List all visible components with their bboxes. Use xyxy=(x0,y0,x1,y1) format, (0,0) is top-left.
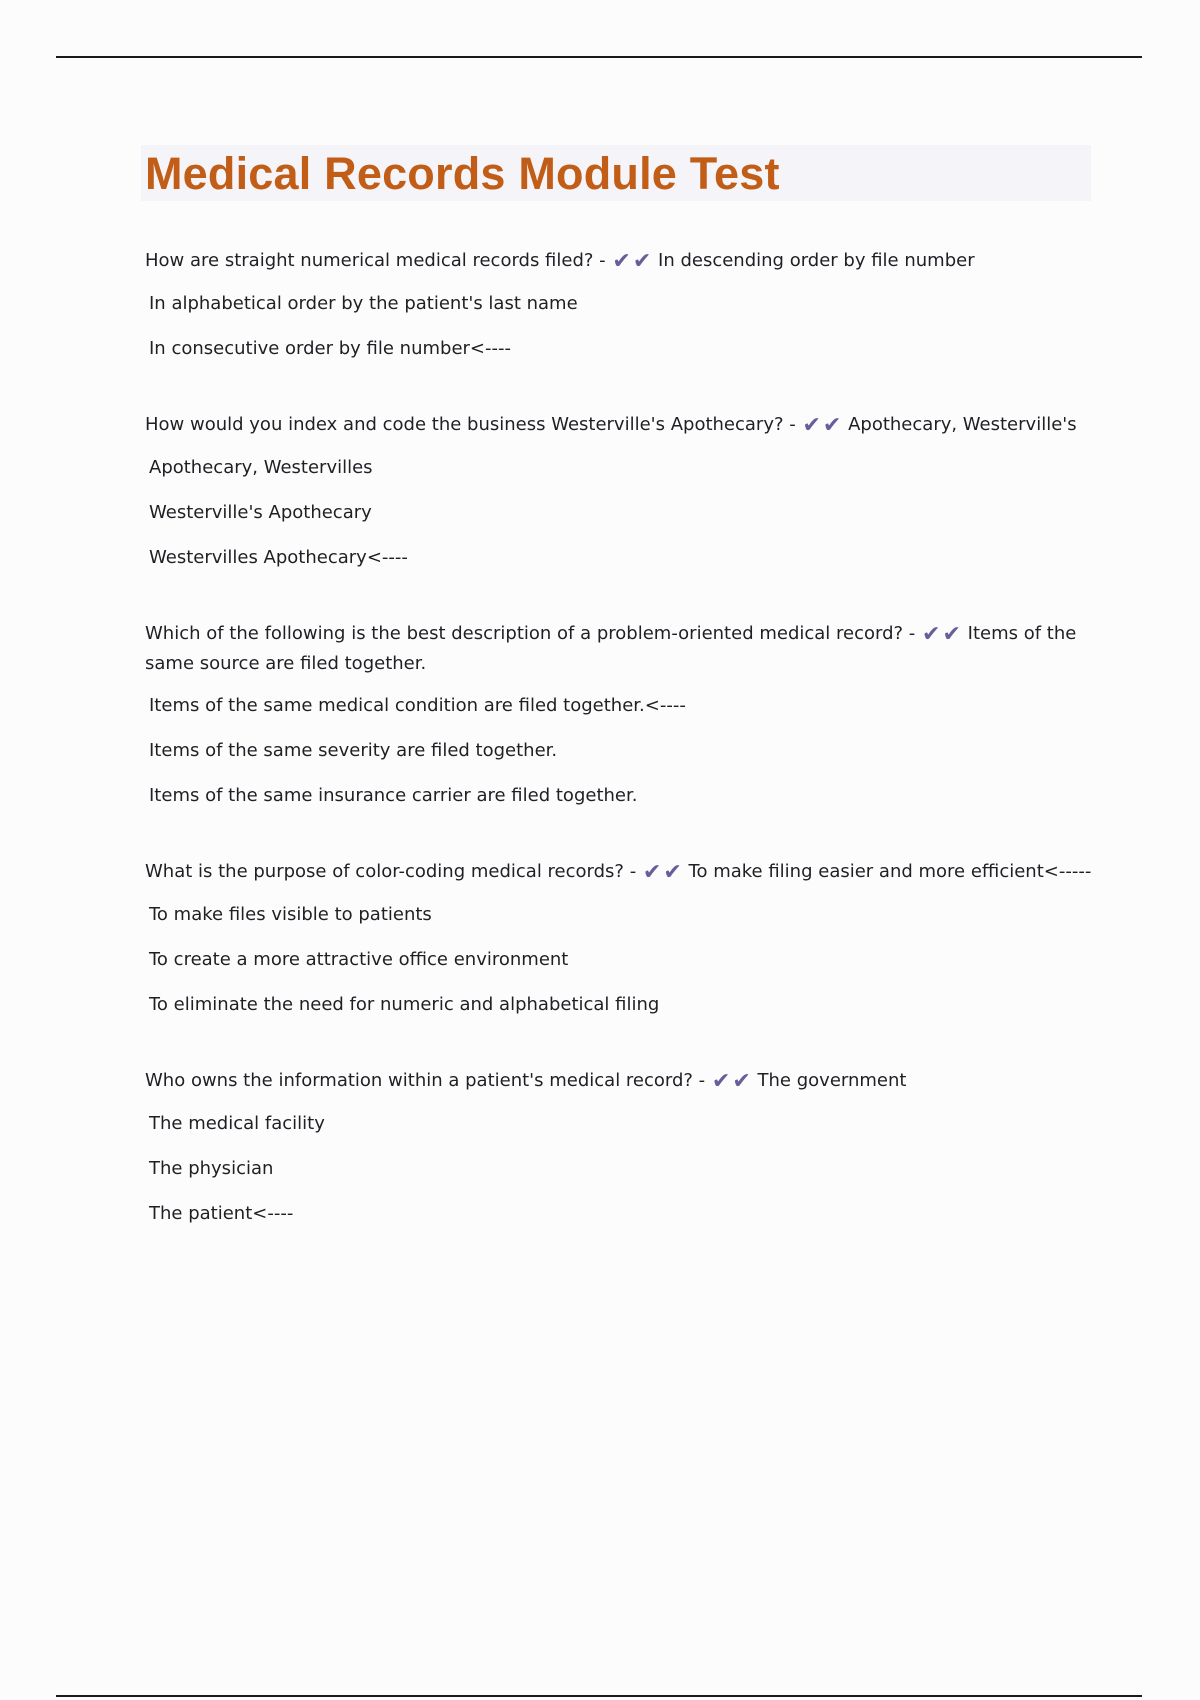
option-item: To eliminate the need for numeric and alphabetical filing xyxy=(149,994,660,1015)
page-title: Medical Records Module Test xyxy=(145,148,780,199)
top-rule xyxy=(56,56,1142,58)
question-text: How are straight numerical medical records filed? - xyxy=(145,250,606,271)
bottom-rule xyxy=(56,1695,1142,1697)
question-text: How would you index and code the business Westerville's Apothecary? - xyxy=(145,414,796,435)
question-text: Which of the following is the best description of a problem-oriented medical record? - xyxy=(145,623,916,644)
option-item: To make files visible to patients xyxy=(149,904,432,925)
question-1 xyxy=(145,246,1095,276)
option-item: Apothecary, Westervilles xyxy=(149,457,373,478)
option-item: Items of the same severity are filed together. xyxy=(149,740,558,761)
option-item: The patient<---- xyxy=(149,1203,294,1224)
answer-text: Apothecary, Westerville's xyxy=(848,414,1077,435)
question-4 xyxy=(145,857,1095,887)
checkmark-icon: ✔ xyxy=(663,860,682,885)
option-item: Items of the same insurance carrier are filed together. xyxy=(149,785,638,806)
checkmark-icon: ✔ xyxy=(632,249,652,274)
qa-block-5 xyxy=(145,1066,1095,1228)
checkmark-icon: ✔ xyxy=(732,1069,751,1094)
answer-text: Items of the same source are filed together. xyxy=(145,623,1077,674)
qa-block-3 xyxy=(145,619,1095,810)
qa-block-2 xyxy=(145,410,1095,572)
checkmark-icon: ✔ xyxy=(942,622,961,647)
question-text: What is the purpose of color-coding medical records? - xyxy=(145,861,637,882)
answer-text: The government xyxy=(757,1070,907,1091)
option-item: Westerville's Apothecary xyxy=(149,502,372,523)
option-item: The medical facility xyxy=(149,1113,325,1134)
option-item: The physician xyxy=(149,1158,274,1179)
checkmark-icon: ✔ xyxy=(802,413,821,438)
option-item: Items of the same medical condition are filed together.<---- xyxy=(149,695,686,716)
question-text: Who owns the information within a patient's medical record? - xyxy=(145,1070,706,1091)
question-5 xyxy=(145,1066,1095,1096)
option-item: To create a more attractive office environment xyxy=(149,949,569,970)
option-item: Westervilles Apothecary<---- xyxy=(149,547,408,568)
qa-block-4 xyxy=(145,857,1095,1019)
answer-text: To make filing easier and more efficient<----- xyxy=(688,861,1092,882)
question-3 xyxy=(145,619,1095,678)
qa-block-1 xyxy=(145,246,1095,363)
checkmark-icon: ✔ xyxy=(612,249,631,274)
checkmark-icon: ✔ xyxy=(711,1069,731,1094)
checkmark-icon: ✔ xyxy=(922,622,941,647)
option-item: In consecutive order by file number<---- xyxy=(149,338,511,359)
answer-text: In descending order by file number xyxy=(658,250,975,271)
checkmark-icon: ✔ xyxy=(642,860,662,885)
question-2 xyxy=(145,410,1095,440)
question-list xyxy=(145,246,1095,1275)
checkmark-icon: ✔ xyxy=(822,413,842,438)
option-item: In alphabetical order by the patient's last name xyxy=(149,293,578,314)
